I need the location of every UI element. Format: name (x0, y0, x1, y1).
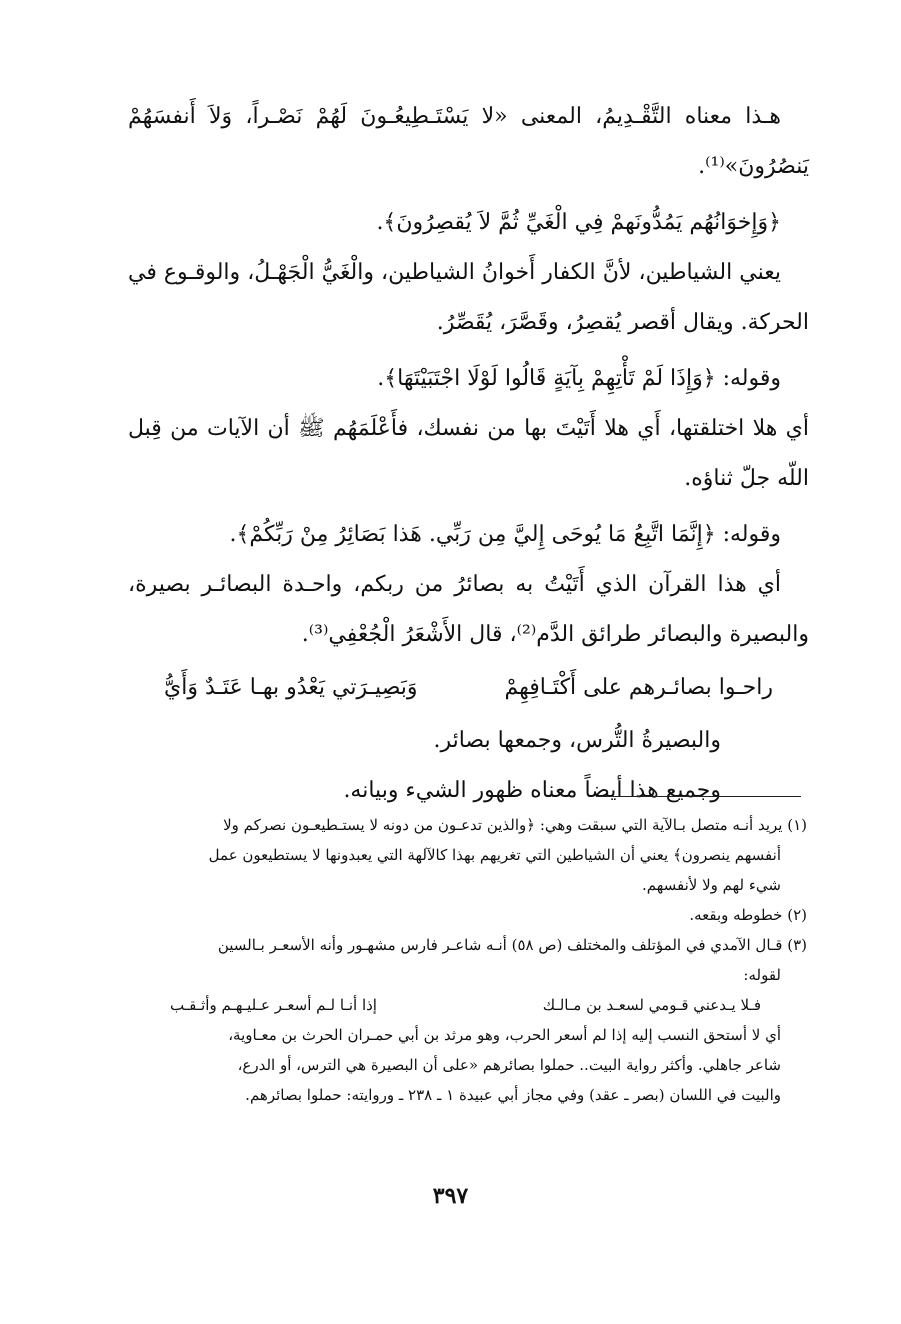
poem-verse (128, 660, 809, 716)
poem-hemistich-left: وَبَصِيـرَتي يَعْدُو بهـا عَتَـدٌ وَأَيُّ (164, 675, 418, 700)
footnote-1-line-1: (١) يريد أنـه متصل بـالآية التي سبقت وهي: ﴿والذين تدعـون من دونه لا يستـطيعـون نصركم ولا (223, 816, 807, 834)
main-text (128, 92, 809, 816)
quran-verse-3: وقوله: ﴿إِنَّمَا اتَّبِعُ مَا يُوحَى إِليَّ مِن رَبِّي. هَذا بَصَائِرُ مِنْ رَبِّكُمْ﴾. (229, 522, 781, 547)
quran-verse-1: ﴿وَإِخوَانُهُم يَمُدُّونَهمْ فِي الْغَيِّ ثُمَّ لاَ يُقصِرُونَ﴾. (376, 210, 781, 235)
footnote-3-line-2: لقوله: (743, 966, 781, 984)
footnote-separator (596, 796, 801, 797)
footnote-3-line-3: أي لا أستحق النسب إليه إذا لم أسعر الحرب، وهو مرثد بن أبي حمـران الحرث بن معـاوية، (228, 1026, 781, 1044)
footnote-3-line-1: (٣) قـال الآمدي في المؤتلف والمختلف (ص ٥٨) أنـه شاعـر فارس مشهـور وأنه الأسعـر بـالسين (217, 936, 807, 954)
paragraph-2: يعني الشياطين، لأنَّ الكفار أَخوانُ الشياطين، والْغَيُّ الْجَهْـلُ، والوقـوع في الحركة. ويقال أقصر يُقصِرُ، وقَصَّرَ، يُقَصِّرُ. (128, 260, 809, 335)
footnote-3-poem (130, 990, 807, 1020)
page-number: ٣٩٧ (432, 1183, 469, 1209)
footnote-3-line-4: شاعر جاهلي. وأكثر رواية البيت.. حملوا بصائرهم «على أن البصيرة هي الترس، أو الدرع، (237, 1056, 781, 1074)
footnotes (130, 810, 807, 1110)
poem-hemistich-right: راحـوا بصائـرهم على أَكْتَـافِهِمْ (504, 675, 773, 700)
footnote-2: (٢) خطوطه وبقعه. (689, 906, 807, 924)
paragraph-1: هـذا معناه التَّقْـدِيمُ، المعنى «لا يَسْتَـطِيعُـونَ لَهُمْ نَصْـراً، وَلاَ أَنفسَهُمْ يَنصُرُونَ»⁽¹⁾. (128, 104, 809, 179)
paragraph-5: والبصيرةُ التُّرس، وجمعها بصائر. (433, 728, 721, 753)
quran-verse-2: وقوله: ﴿وَإِذَا لَمْ تَأْتِهِمْ بِآيَةٍ قَالُوا لَوْلَا اجْتَبَيْتَهَا﴾. (377, 366, 781, 391)
paragraph-6: وجميع هذا أيضاً معناه ظهور الشيء وبيانه. (343, 778, 721, 803)
paragraph-3: أي هلا اختلقتها، أَي هلا أَتَيْتَ بها من نفسك، فأَعْلَمَهُم ﷺ أن الآيات من قِبل اللّه جلّ ثناؤه. (128, 416, 809, 491)
footnote-poem-right: فـلا يـدعني قـومي لسعـد بن مـالـك (542, 996, 761, 1014)
footnote-poem-left: إذا أنـا لـم أسعـر عـليـهـم وأثـقـب (170, 996, 377, 1014)
footnote-3-line-5: والبيت في اللسان (بصر ـ عقد) وفي مجاز أبي عبيدة ١ ـ ٢٣٨ ـ وروايته: حملوا بصائرهم. (245, 1086, 781, 1104)
paragraph-4: أي هذا القرآن الذي أَتَيْتُ به بصائرُ من ربكم، واحـدة البصائـر بصيرة، والبصيرة والبصائر طرائق الدَّم⁽²⁾، قال الأَشْعَرُ الْجُعْفِي⁽³⁾. (128, 572, 809, 647)
footnote-1-line-2: أنفسهم ينصرون﴾ يعني أن الشياطين التي تغريهم بهذا كالآلهة التي يعبدونها لا يستطيعون عمل (208, 846, 781, 864)
footnote-1-line-3: شيء لهم ولا لأنفسهم. (641, 876, 781, 894)
